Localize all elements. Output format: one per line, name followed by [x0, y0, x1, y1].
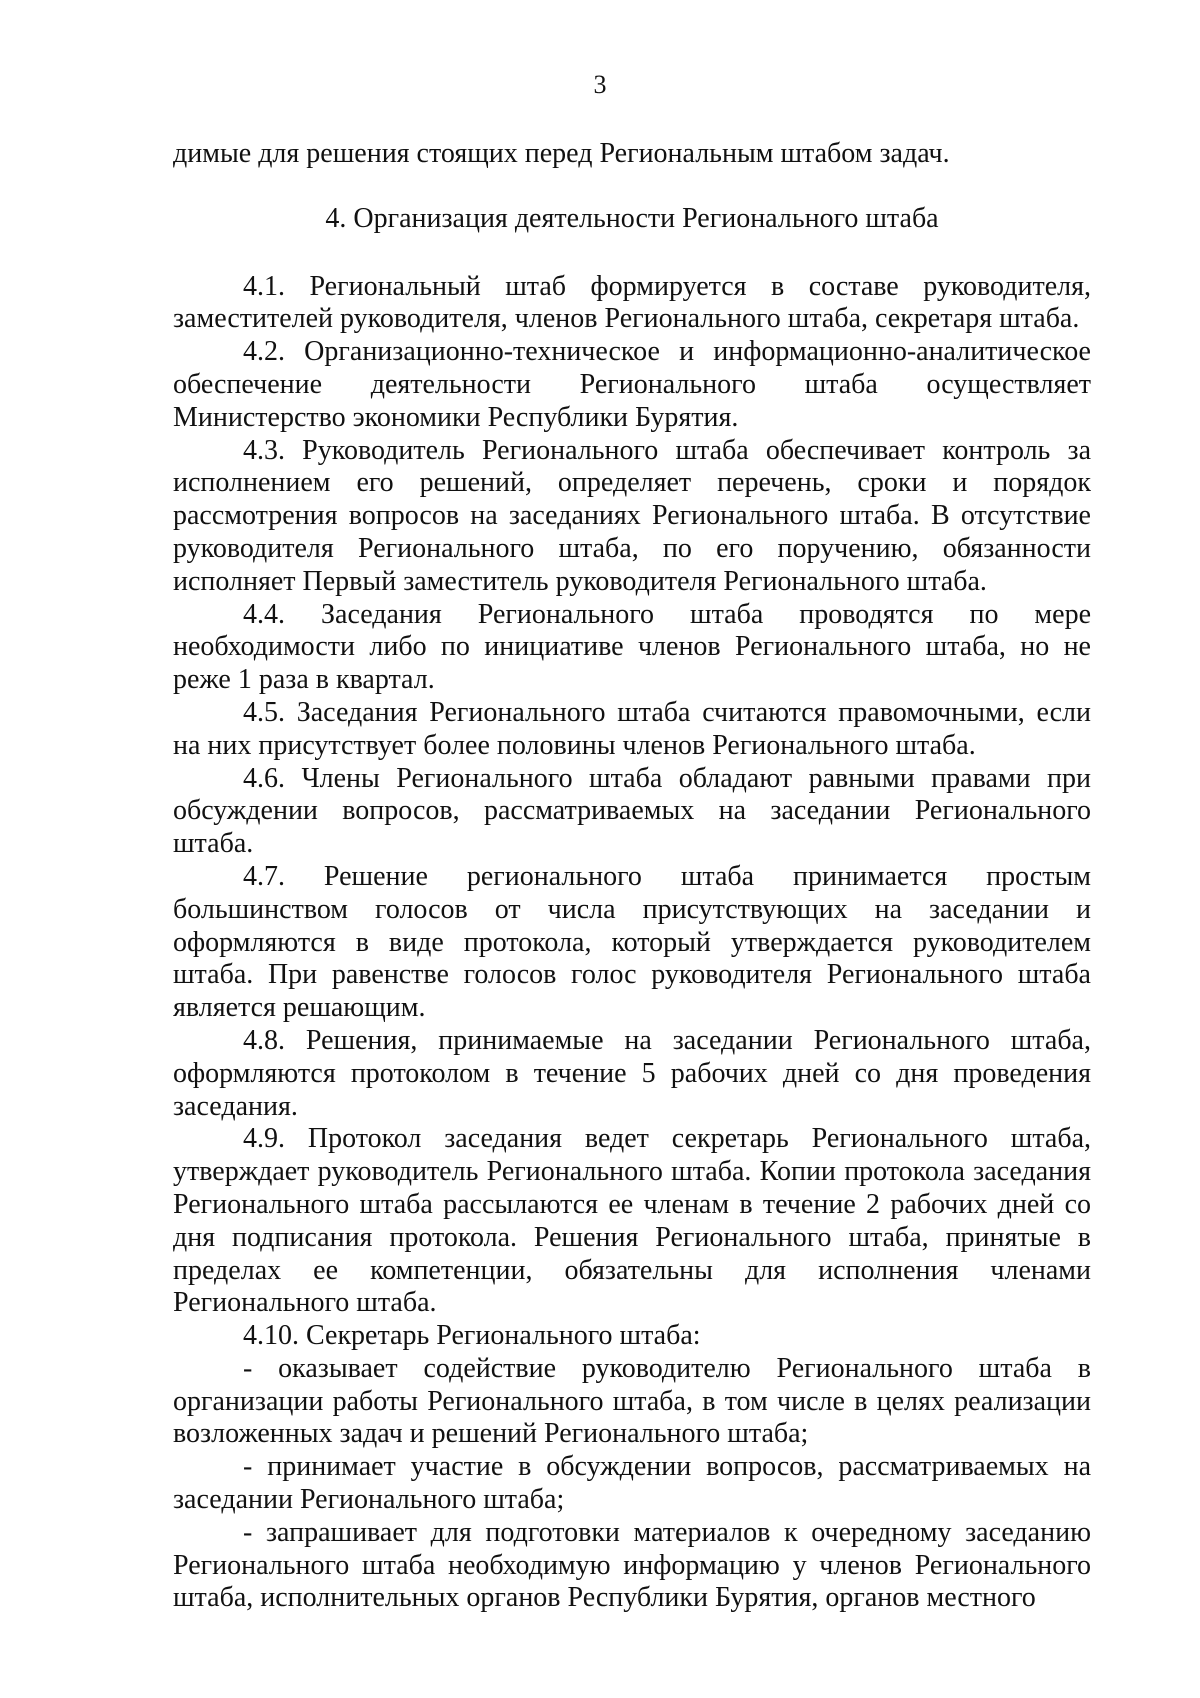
- paragraph-4-2: 4.2. Организационно-техническое и информационно-аналитическое обеспечение деятельности Регионального штаба осуществляет Министерство экономики Республики Бурятия.: [173, 336, 1091, 433]
- list-item-dash: - оказывает содействие руководителю Регионального штаба в организации работы Регионального штаба, в том числе в целях реализации возложенных задач и решений Регионального штаба;: [173, 1352, 1091, 1450]
- paragraph-4-6: 4.6. Члены Регионального штаба обладают равными правами при обсуждении вопросов, рассматриваемых на заседании Регионального штаба.: [173, 762, 1091, 860]
- paragraph-4-10: 4.10. Секретарь Регионального штаба:: [243, 1320, 701, 1352]
- paragraph-4-9: 4.9. Протокол заседания ведет секретарь Регионального штаба, утверждает руководитель Регионального штаба. Копии протокола заседания Регионального штаба рассылаются ее членам в течение 2 рабочих дней со дня подписания протокола. Решения Регионального штаба, принятые в пределах ее компетенции, обязательны для исполнения членами Регионального штаба.: [173, 1123, 1091, 1319]
- list-item-dash: - принимает участие в обсуждении вопросов, рассматриваемых на заседании Регионального штаба;: [173, 1451, 1091, 1516]
- paragraph-4-7: 4.7. Решение регионального штаба принимается простым большинством голосов от числа присутствующих на заседании и оформляются в виде протокола, который утверждается руководителем штаба. При равенстве голосов голос руководителя Регионального штаба является решающим.: [173, 860, 1091, 1024]
- section-heading: 4. Организация деятельности Регионального штаба: [325, 202, 939, 234]
- document-body: [173, 138, 1091, 1615]
- paragraph-4-5: 4.5. Заседания Регионального штаба считаются правомочными, если на них присутствует более половины членов Регионального штаба.: [173, 696, 1091, 761]
- paragraph-4-3: 4.3. Руководитель Регионального штаба обеспечивает контроль за исполнением его решений, определяет перечень, сроки и порядок рассмотрения вопросов на заседаниях Регионального штаба. В отсутствие руководителя Регионального штаба, по его поручению, обязанности исполняет Первый заместитель руководителя Регионального штаба.: [173, 434, 1091, 597]
- paragraph-4-1: 4.1. Региональный штаб формируется в составе руководителя, заместителей руководителя, членов Регионального штаба, секретаря штаба.: [173, 270, 1091, 335]
- page-number: 3: [593, 70, 607, 99]
- list-item-dash: - запрашивает для подготовки материалов к очередному заседанию Регионального штаба необходимую информацию у членов Регионального штаба, исполнительных органов Республики Бурятия, органов местного: [173, 1516, 1091, 1614]
- continued-paragraph: димые для решения стоящих перед Региональным штабом задач.: [173, 138, 950, 169]
- paragraph-4-8: 4.8. Решения, принимаемые на заседании Регионального штаба, оформляются протоколом в течение 5 рабочих дней со дня проведения заседания.: [173, 1024, 1091, 1122]
- paragraph-4-4: 4.4. Заседания Регионального штаба проводятся по мере необходимости либо по инициативе членов Регионального штаба, но не реже 1 раза в квартал.: [173, 598, 1091, 696]
